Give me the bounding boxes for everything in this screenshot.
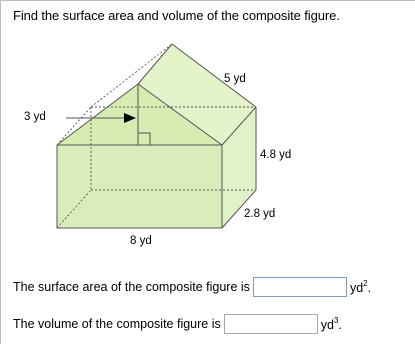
volume-label: The volume of the composite figure is	[13, 317, 221, 331]
label-triangle-height: 3 yd	[24, 111, 46, 123]
volume-row	[13, 313, 342, 335]
volume-input[interactable]	[224, 314, 318, 334]
label-prism-height: 4.8 yd	[260, 149, 292, 161]
prism-front-face	[57, 145, 222, 228]
label-length: 8 yd	[130, 235, 152, 247]
volume-unit: $yd^3$.	[320, 316, 342, 332]
surface-area-input[interactable]	[253, 277, 347, 297]
surface-area-label: The surface area of the composite figure is	[13, 280, 250, 294]
label-depth: 2.8 yd	[244, 208, 276, 220]
surface-area-row	[13, 276, 371, 298]
surface-area-unit: $yd^2$.	[349, 279, 372, 295]
label-slant: 5 yd	[224, 73, 246, 85]
question-prompt: Find the surface area and volume of the composite figure.	[13, 8, 340, 23]
